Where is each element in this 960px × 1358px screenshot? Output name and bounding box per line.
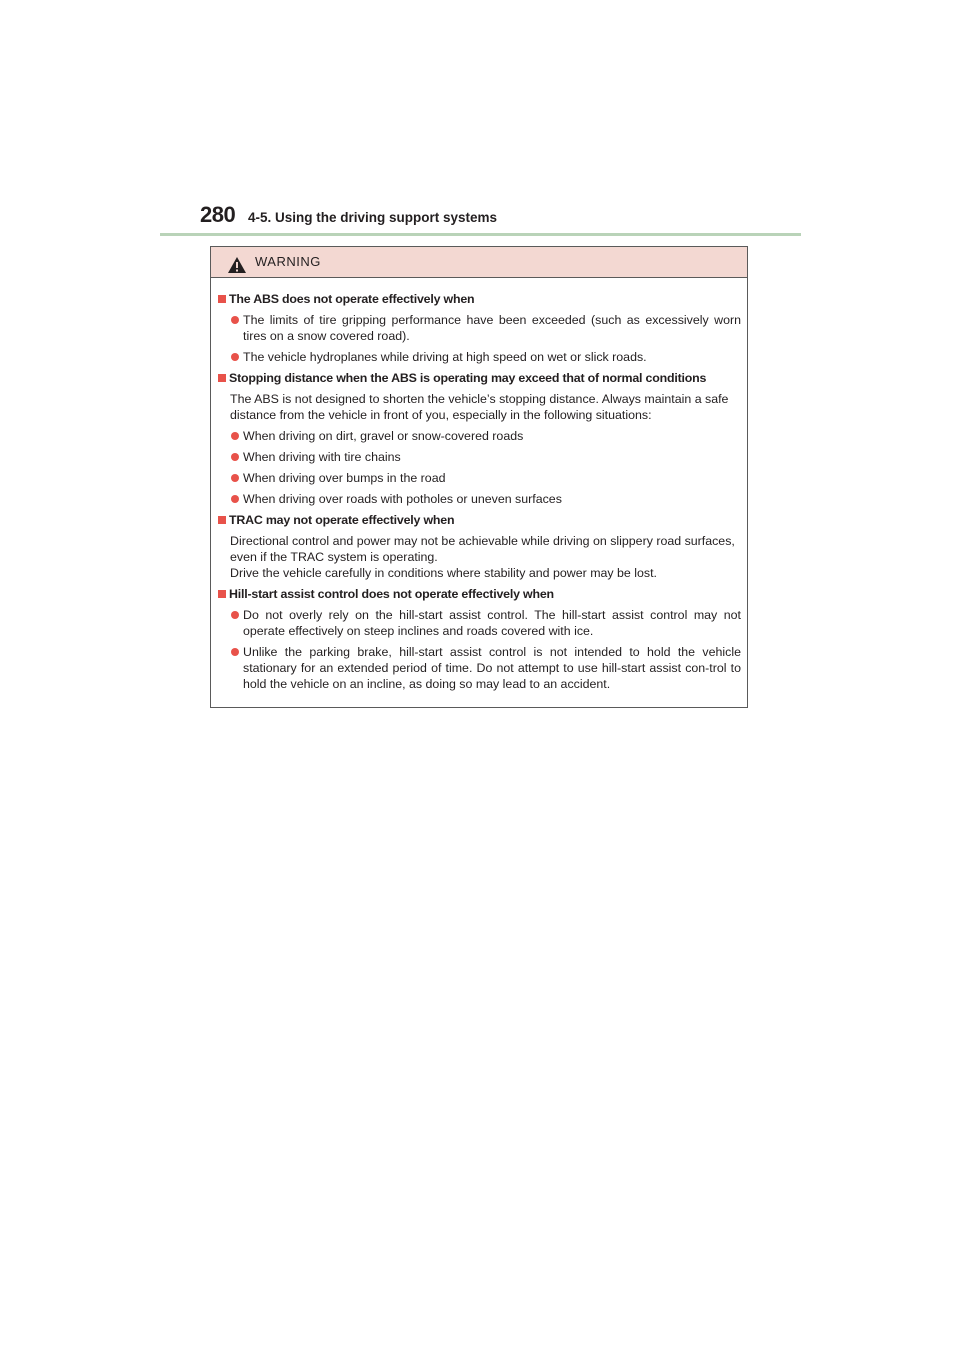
warning-triangle-icon (227, 256, 247, 274)
round-bullet-icon (231, 453, 239, 461)
warning-body (211, 278, 747, 692)
section-heading: The ABS does not operate effectively when (217, 291, 741, 307)
square-bullet-icon (218, 590, 226, 598)
round-bullet-icon (231, 495, 239, 503)
section-title: 4-5. Using the driving support systems (248, 210, 498, 225)
round-bullet-icon (231, 432, 239, 440)
list-item: Do not overly rely on the hill-start assist control. The hill-start assist control may not operate effectively on steep inclines and roads covered with ice. (217, 607, 741, 639)
header-rule (160, 233, 801, 236)
list-item: The limits of tire gripping performance have been exceeded (such as excessively worn tires on a snow covered road). (217, 312, 741, 344)
round-bullet-icon (231, 316, 239, 324)
page-header (160, 200, 801, 236)
warning-box (210, 246, 748, 708)
section-heading: Stopping distance when the ABS is operating may exceed that of normal conditions (217, 370, 741, 386)
round-bullet-icon (231, 611, 239, 619)
section-heading: Hill-start assist control does not operate effectively when (217, 586, 741, 602)
list-item: When driving with tire chains (217, 449, 741, 465)
square-bullet-icon (218, 374, 226, 382)
round-bullet-icon (231, 353, 239, 361)
round-bullet-icon (231, 648, 239, 656)
list-item: When driving over roads with potholes or uneven surfaces (217, 491, 741, 507)
square-bullet-icon (218, 295, 226, 303)
section-paragraph: Directional control and power may not be achievable while driving on slippery road surfaces, even if the TRAC system is operating. Drive the vehicle carefully in conditions where stability and power may be lost. (230, 534, 735, 580)
round-bullet-icon (231, 474, 239, 482)
warning-header (211, 247, 747, 278)
list-item: When driving on dirt, gravel or snow-covered roads (217, 428, 741, 444)
list-item: When driving over bumps in the road (217, 470, 741, 486)
section-heading: TRAC may not operate effectively when (217, 512, 741, 528)
warning-title: WARNING (255, 254, 321, 269)
square-bullet-icon (218, 516, 226, 524)
section-paragraph: The ABS is not designed to shorten the vehicle’s stopping distance. Always maintain a safe distance from the vehicle in front of you, especially in the following situations: (230, 392, 729, 422)
list-item: The vehicle hydroplanes while driving at high speed on wet or slick roads. (217, 349, 741, 365)
page-number: 280 (200, 202, 236, 227)
list-item: Unlike the parking brake, hill-start assist control is not intended to hold the vehicle stationary for an extended period of time. Do not attempt to use hill-start assist con-trol to hold the vehicle on an incline, as doing so may lead to an accident. (217, 644, 741, 692)
